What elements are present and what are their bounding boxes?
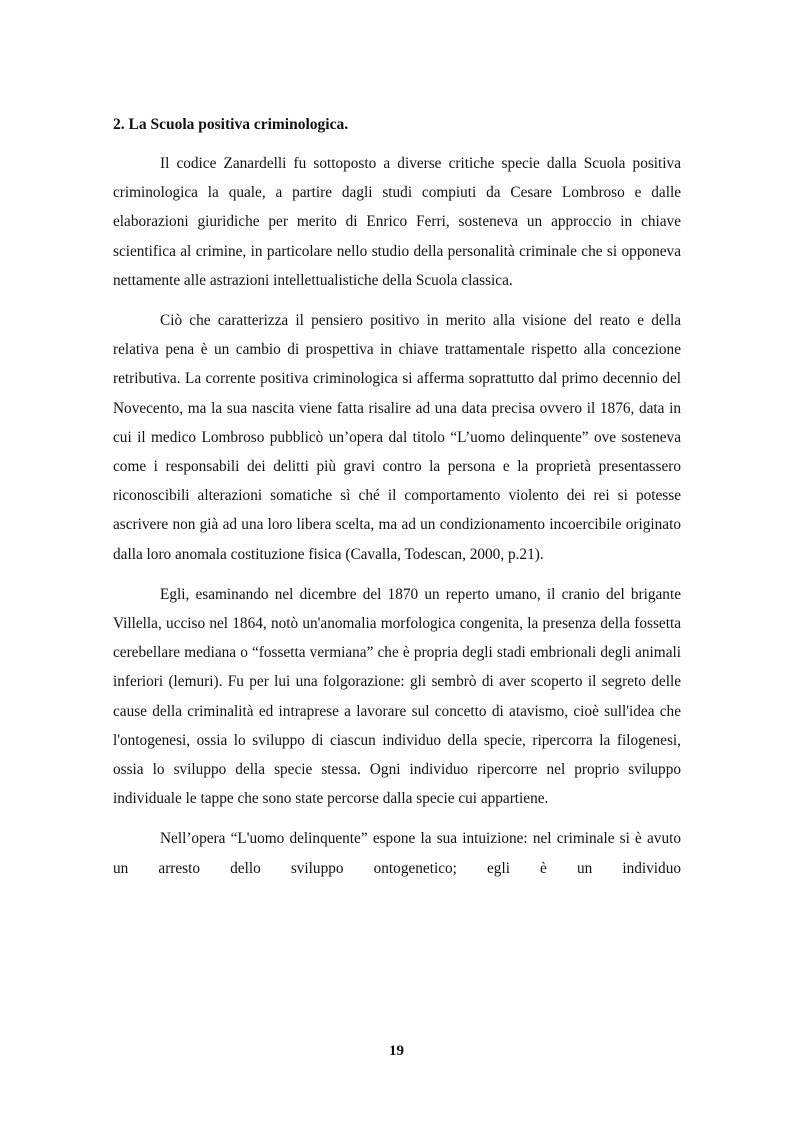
paragraph-3: Egli, esaminando nel dicembre del 1870 un reperto umano, il cranio del brigante Villella, ucciso nel 1864, notò un'anomalia morfologica congenita, la presenza della fossetta cerebellare mediana o “fossetta vermiana” che è propria degli stadi embrionali degli animali inferiori (lemuri). Fu per lui una folgorazione: gli sembrò di aver scoperto il segreto delle cause della criminalità ed intraprese a lavorare sul concetto di atavismo, cioè sull'idea che l'ontogenesi, ossia lo sviluppo di ciascun individuo della specie, ripercorra la filogenesi, ossia lo sviluppo della specie stessa. Ogni individuo ripercorre nel proprio sviluppo individuale le tappe che sono state percorse dalla specie cui appartiene. bbox=[113, 585, 681, 808]
paragraph-2: Ciò che caratterizza il pensiero positivo in merito alla visione del reato e della relativa pena è un cambio di prospettiva in chiave trattamentale rispetto alla concezione retributiva. La corrente positiva criminologica si afferma soprattutto dal primo decennio del Novecento, ma la sua nascita viene fatta risalire ad una data precisa ovvero il 1876, data in cui il medico Lombroso pubblicò un’opera dal titolo “L’uomo delinquente” ove sosteneva come i responsabili dei delitti più gravi contro la persona e la proprietà presentassero riconoscibili alterazioni somatiche sì ché il comportamento violento dei rei si potesse ascrivere non già ad una loro libera scelta, ma ad un condizionamento incoercibile originato dalla loro anomala costituzione fisica (Cavalla, Todescan, 2000, p.21). bbox=[113, 312, 681, 563]
page-body bbox=[113, 114, 681, 893]
paragraph-1: Il codice Zanardelli fu sottoposto a diverse critiche specie dalla Scuola positiva criminologica la quale, a partire dagli studi compiuti da Cesare Lombroso e dalle elaborazioni giuridiche per merito di Enrico Ferri, sosteneva un approccio in chiave scientifica al crimine, in particolare nello studio della personalità criminale che si opponeva nettamente alle astrazioni intellettualistiche della Scuola classica. bbox=[113, 155, 681, 289]
page-number: 19 bbox=[389, 1043, 404, 1059]
section-heading: 2. La Scuola positiva criminologica. bbox=[113, 116, 349, 133]
paragraph-4: Nell’opera “L'uomo delinquente” espone la sua intuizione: nel criminale si è avuto un arresto dello sviluppo ontogenetico; egli è un individuo bbox=[113, 830, 681, 877]
